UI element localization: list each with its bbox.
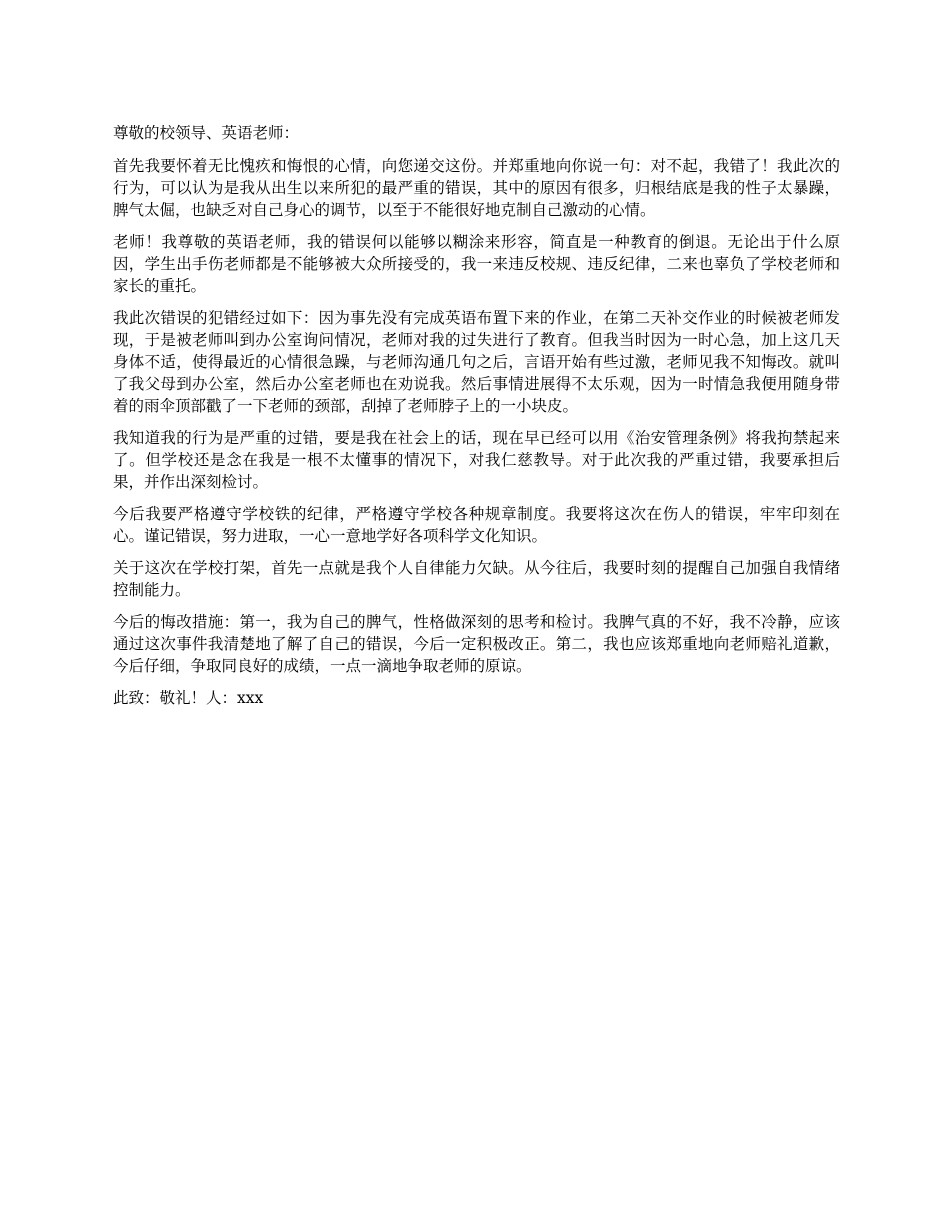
letter-paragraph: 我知道我的行为是严重的过错，要是我在社会上的话，现在早已经可以用《治安管理条例》将我拘禁起来了。但学校还是念在我是一根不太懂事的情况下，对我仁慈教导。对于此次我的严重过错，我要承担后果，并作出深刻检讨。 (113, 429, 840, 491)
letter-paragraph: 今后的悔改措施：第一，我为自己的脾气，性格做深刻的思考和检讨。我脾气真的不好，我不冷静，应该通过这次事件我清楚地了解了自己的错误，今后一定积极改正。第二，我也应该郑重地向老师赔礼道歉，今后仔细，争取同良好的成绩，一点一滴地争取老师的原谅。 (113, 613, 840, 675)
letter-salutation: 尊敬的校领导、英语老师： (113, 124, 300, 142)
letter-paragraph: 老师！我尊敬的英语老师，我的错误何以能够以糊涂来形容，简直是一种教育的倒退。无论出于什么原因，学生出手伤老师都是不能够被大众所接受的，我一来违反校规、违反纪律，二来也辜负了学校老师和家长的重托。 (113, 233, 840, 295)
letter-paragraph: 首先我要怀着无比愧疚和悔恨的心情，向您递交这份。并郑重地向你说一句：对不起，我错了！我此次的行为，可以认为是我从出生以来所犯的最严重的错误，其中的原因有很多，归根结底是我的性子太暴躁，脾气太倔，也缺乏对自己身心的调节，以至于不能很好地克制自己激动的心情。 (113, 157, 840, 219)
letter-closing: 此致：敬礼！人：xxx (113, 689, 264, 707)
letter-document (113, 122, 840, 709)
letter-paragraph: 我此次错误的犯错经过如下：因为事先没有完成英语布置下来的作业，在第二天补交作业的时候被老师发现，于是被老师叫到办公室询问情况，老师对我的过失进行了教育。但我当时因为一时心急，加上这几天身体不适，使得最近的心情很急躁，与老师沟通几句之后，言语开始有些过激，老师见我不知悔改。就叫了我父母到办公室，然后办公室老师也在劝说我。然后事情进展得不太乐观，因为一时情急我便用随身带着的雨伞顶部戳了一下老师的颈部，刮掉了老师脖子上的一小块皮。 (113, 309, 840, 415)
letter-paragraph: 关于这次在学校打架，首先一点就是我个人自律能力欠缺。从今往后，我要时刻的提醒自己加强自我情绪控制能力。 (113, 559, 840, 599)
letter-paragraph: 今后我要严格遵守学校铁的纪律，严格遵守学校各种规章制度。我要将这次在伤人的错误，牢牢印刻在心。谨记错误，努力进取，一心一意地学好各项科学文化知识。 (113, 505, 840, 545)
